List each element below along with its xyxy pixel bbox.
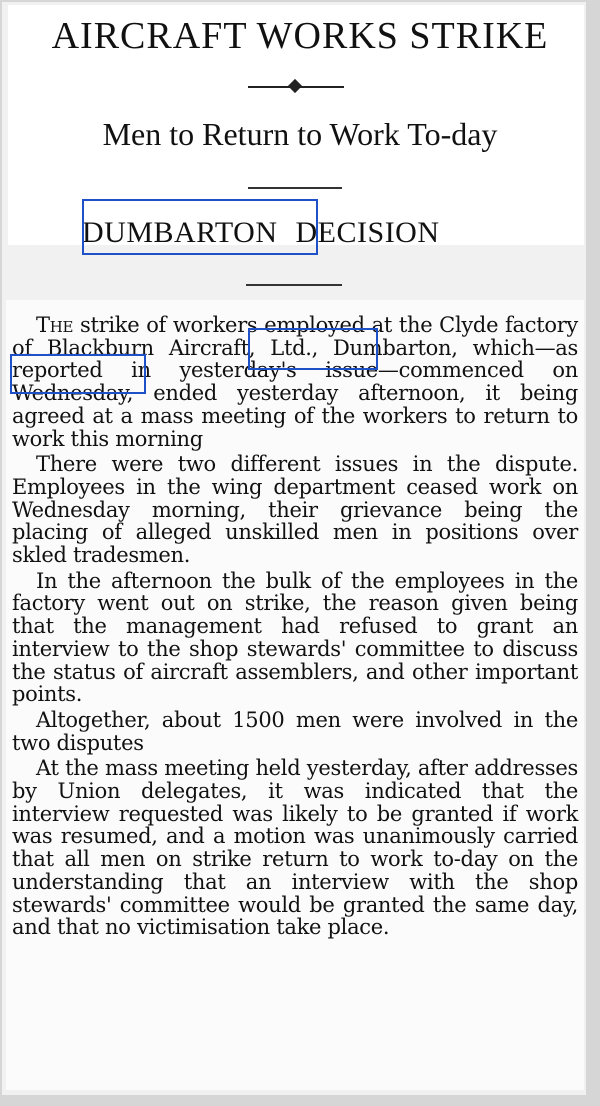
paragraph: In the afternoon the bulk of the employees in the factory went out on strike, the reason given being that the management had refused to grant an interview to the shop stewards' committee to discuss the status of aircraft assemblers, and other important points. <box>12 568 578 707</box>
paragraph-text: strike of workers employed at the Clyde factory of Blackburn Aircraft, Ltd., Dumbarton, which—as reported in yesterday's issue—commenced on Wednesday, ended yesterday afternoon, it being agreed at a mass meeting of the workers to return to work this morning <box>12 313 578 451</box>
ornament-divider <box>248 82 344 92</box>
paragraph <box>12 314 578 450</box>
subheadline: Men to Return to Work To-day <box>102 116 498 152</box>
paragraph: At the mass meeting held yesterday, after addresses by Union delegates, it was indicated that the interview requested was likely to be granted if work was resumed, and a motion was unanimously carried that all men on strike return to work to-day on the understanding that an interview with the shop stewards' committee would be granted the same day, and that no victimisation take place. <box>12 756 578 940</box>
paragraph: Altogether, about 1500 men were involved in the two disputes <box>12 707 578 755</box>
heading-word-dumbarton: DUMBARTON <box>82 216 278 249</box>
divider-rule <box>246 284 342 286</box>
article-body <box>12 314 578 942</box>
paragraph: There were two different issues in the dispute. Employees in the wing department ceased work on Wednesday morning, their grievance being the placing of alleged unskilled men in positions over skled tradesmen. <box>12 452 578 568</box>
headline: AIRCRAFT WORKS STRIKE <box>51 15 549 57</box>
heading-word-decision: DECISION <box>295 216 440 249</box>
diamond-icon <box>288 79 302 93</box>
divider-rule <box>248 187 342 189</box>
lead-word: The <box>36 313 74 337</box>
section-heading <box>82 216 440 250</box>
